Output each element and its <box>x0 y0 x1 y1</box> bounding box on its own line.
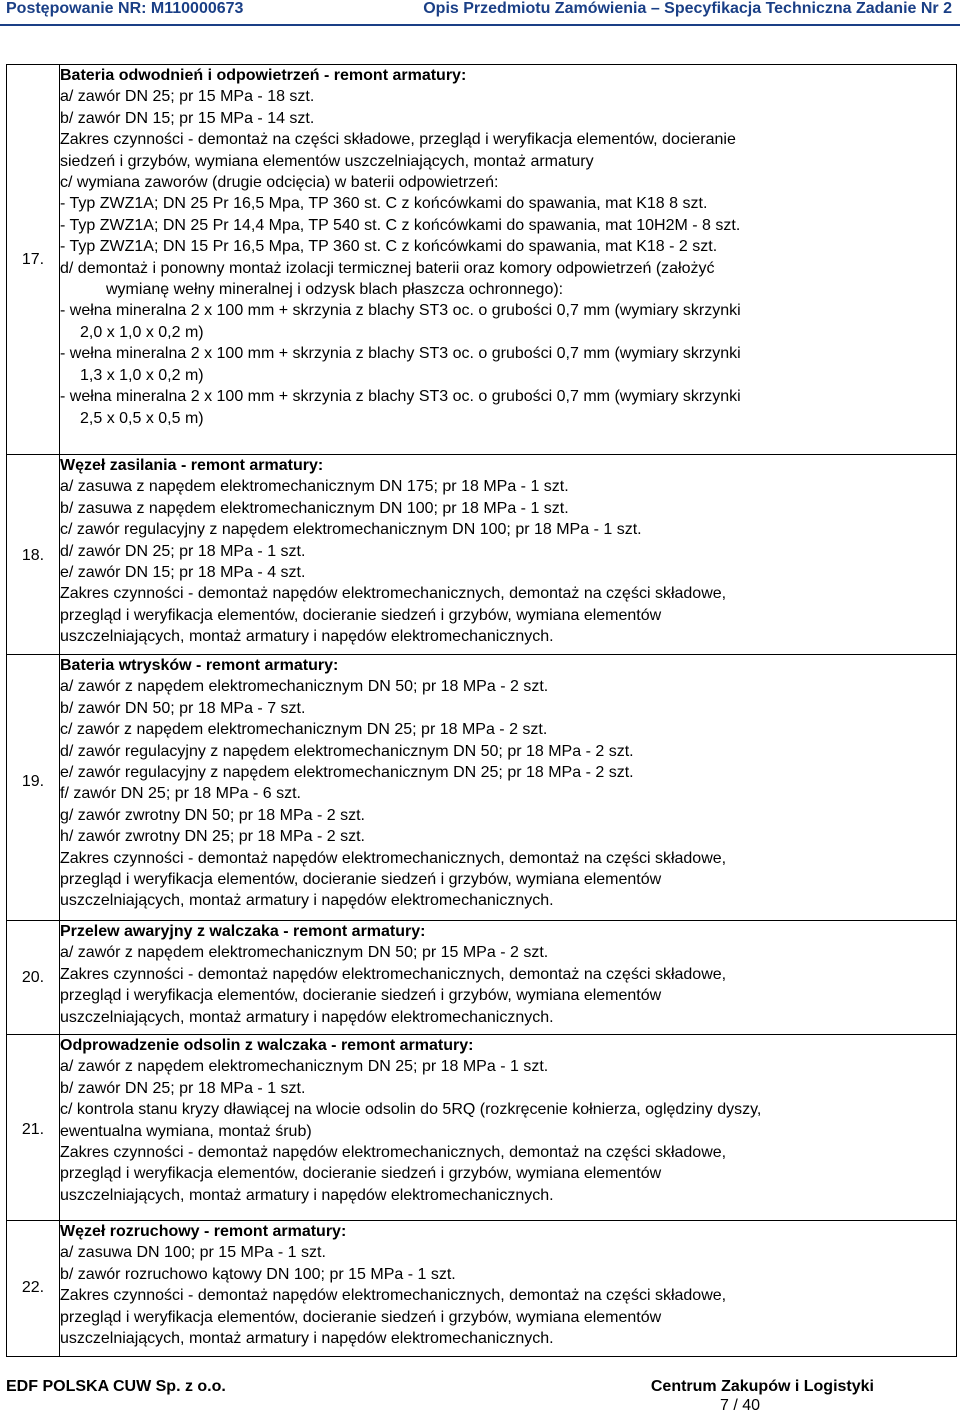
row-number-cell <box>7 455 60 655</box>
list-item: wymianę wełny mineralnej i odzysk blach płaszcza ochronnego): <box>106 281 564 299</box>
row-content <box>60 65 957 455</box>
table-row <box>7 1035 957 1221</box>
row-content <box>60 1035 957 1221</box>
row-content <box>60 921 957 1035</box>
list-item: Zakres czynności - demontaż napędów elektromechanicznych, demontaż na części składowe, <box>60 585 727 603</box>
section-title: Węzeł rozruchowy - remont armatury: <box>60 1223 347 1240</box>
row-number-cell <box>7 655 60 921</box>
procedure-number: Postępowanie NR: M110000673 <box>6 0 244 17</box>
list-item: przegląd i weryfikacja elementów, docieranie siedzeń i grzybów, wymiana elementów <box>60 987 662 1005</box>
row-number-cell <box>7 921 60 1035</box>
list-item: przegląd i weryfikacja elementów, docieranie siedzeń i grzybów, wymiana elementów <box>60 871 662 889</box>
section-title: Przelew awaryjny z walczaka - remont armatury: <box>60 923 426 940</box>
list-item: siedzeń i grzybów, wymiana elementów uszczelniających, montaż armatury <box>60 152 594 170</box>
row-number: 17. <box>21 251 45 268</box>
list-item: Zakres czynności - demontaż napędów elektromechanicznych, demontaż na części składowe, <box>60 1287 727 1305</box>
company-name: EDF POLSKA CUW Sp. z o.o. <box>6 1378 226 1395</box>
table-row <box>7 65 957 455</box>
list-item: uszczelniających, montaż armatury i napędów elektromechanicznych. <box>60 892 554 910</box>
list-item: - Typ ZWZ1A; DN 25 Pr 14,4 Mpa, TP 540 st. C z końcówkami do spawania, mat 10H2M - 8 szt. <box>60 216 741 234</box>
list-item: Zakres czynności - demontaż napędów elektromechanicznych, demontaż na części składowe, <box>60 849 727 867</box>
list-item: c/ zawór z napędem elektromechanicznym DN 25; pr 18 MPa - 2 szt. <box>60 721 548 739</box>
row-number: 21. <box>21 1121 45 1138</box>
list-item: Zakres czynności - demontaż napędów elektromechanicznych, demontaż na części składowe, <box>60 1144 727 1162</box>
list-item: d/ zawór DN 25; pr 18 MPa - 1 szt. <box>60 542 306 560</box>
list-item: a/ zasuwa z napędem elektromechanicznym DN 175; pr 18 MPa - 1 szt. <box>60 478 569 496</box>
list-item: b/ zawór DN 15; pr 15 MPa - 14 szt. <box>60 109 315 127</box>
row-number: 20. <box>21 969 45 986</box>
list-item: a/ zawór DN 25; pr 15 MPa - 18 szt. <box>60 88 315 106</box>
section-title: Odprowadzenie odsolin z walczaka - remont armatury: <box>60 1037 474 1054</box>
list-item: c/ kontrola stanu kryzy dławiącej na wlocie odsolin do 5RQ (rozkręcenie kołnierza, oględziny dyszy, <box>60 1101 762 1119</box>
list-item: - Typ ZWZ1A; DN 25 Pr 16,5 Mpa, TP 360 st. C z końcówkami do spawania, mat K18 8 szt. <box>60 195 708 213</box>
list-item: d/ zawór regulacyjny z napędem elektromechanicznym DN 50; pr 18 MPa - 2 szt. <box>60 742 634 760</box>
header-divider <box>0 24 960 26</box>
list-item: ewentualna wymiana, montaż śrub) <box>60 1122 312 1140</box>
list-item: c/ wymiana zaworów (drugie odcięcia) w baterii odpowietrzeń: <box>60 174 499 192</box>
section-title: Węzeł zasilania - remont armatury: <box>60 457 324 474</box>
list-item: - wełna mineralna 2 x 100 mm + skrzynia z blachy ST3 oc. o grubości 0,7 mm (wymiary skrzynki <box>60 302 741 320</box>
list-item: e/ zawór regulacyjny z napędem elektromechanicznym DN 25; pr 18 MPa - 2 szt. <box>60 764 634 782</box>
list-item: h/ zawór zwrotny DN 25; pr 18 MPa - 2 szt. <box>60 828 365 846</box>
department-name: Centrum Zakupów i Logistyki <box>650 1378 874 1395</box>
row-number: 19. <box>21 773 45 790</box>
section-title: Bateria odwodnień i odpowietrzeń - remont armatury: <box>60 67 467 84</box>
row-content <box>60 455 957 655</box>
list-item: a/ zawór z napędem elektromechanicznym DN 50; pr 15 MPa - 2 szt. <box>60 944 549 962</box>
list-item: 2,5 x 0,5 x 0,5 m) <box>80 409 204 427</box>
list-item: - Typ ZWZ1A; DN 15 Pr 16,5 Mpa, TP 360 st. C z końcówkami do spawania, mat K18 - 2 szt. <box>60 238 718 256</box>
list-item: a/ zasuwa DN 100; pr 15 MPa - 1 szt. <box>60 1244 326 1262</box>
list-item: Zakres czynności - demontaż napędów elektromechanicznych, demontaż na części składowe, <box>60 965 727 983</box>
list-item: a/ zawór z napędem elektromechanicznym DN 50; pr 18 MPa - 2 szt. <box>60 678 549 696</box>
list-item: - wełna mineralna 2 x 100 mm + skrzynia z blachy ST3 oc. o grubości 0,7 mm (wymiary skrzynki <box>60 345 741 363</box>
list-item: przegląd i weryfikacja elementów, docieranie siedzeń i grzybów, wymiana elementów <box>60 1308 662 1326</box>
row-number-cell <box>7 65 60 455</box>
row-number-cell <box>7 1035 60 1221</box>
table-row <box>7 655 957 921</box>
row-number: 18. <box>21 547 45 564</box>
table-row <box>7 1221 957 1357</box>
list-item: przegląd i weryfikacja elementów, docieranie siedzeń i grzybów, wymiana elementów <box>60 1165 662 1183</box>
list-item: - wełna mineralna 2 x 100 mm + skrzynia z blachy ST3 oc. o grubości 0,7 mm (wymiary skrzynki <box>60 388 741 406</box>
list-item: c/ zawór regulacyjny z napędem elektromechanicznym DN 100; pr 18 MPa - 1 szt. <box>60 521 642 539</box>
page-header <box>0 0 960 26</box>
list-item: b/ zawór rozruchowo kątowy DN 100; pr 15 MPa - 1 szt. <box>60 1265 456 1283</box>
list-item: 2,0 x 1,0 x 0,2 m) <box>80 323 204 341</box>
row-number: 22. <box>21 1279 45 1296</box>
list-item: f/ zawór DN 25; pr 18 MPa - 6 szt. <box>60 785 301 803</box>
page-number: 7 / 40 <box>720 1397 761 1414</box>
list-item: 1,3 x 1,0 x 0,2 m) <box>80 366 204 384</box>
specification-table <box>6 64 957 1357</box>
list-item: uszczelniających, montaż armatury i napędów elektromechanicznych. <box>60 1330 554 1348</box>
list-item: d/ demontaż i ponowny montaż izolacji termicznej baterii oraz komory odpowietrzeń (założyć <box>60 259 715 277</box>
list-item: uszczelniających, montaż armatury i napędów elektromechanicznych. <box>60 1186 554 1204</box>
list-item: b/ zawór DN 25; pr 18 MPa - 1 szt. <box>60 1079 306 1097</box>
row-content <box>60 1221 957 1357</box>
list-item: b/ zasuwa z napędem elektromechanicznym DN 100; pr 18 MPa - 1 szt. <box>60 499 569 517</box>
list-item: uszczelniających, montaż armatury i napędów elektromechanicznych. <box>60 628 554 646</box>
table-row <box>7 455 957 655</box>
list-item: b/ zawór DN 50; pr 18 MPa - 7 szt. <box>60 699 306 717</box>
list-item: e/ zawór DN 15; pr 18 MPa - 4 szt. <box>60 564 306 582</box>
table-row <box>7 921 957 1035</box>
list-item: g/ zawór zwrotny DN 50; pr 18 MPa - 2 szt. <box>60 806 365 824</box>
section-title: Bateria wtrysków - remont armatury: <box>60 657 339 674</box>
row-content <box>60 655 957 921</box>
document-title: Opis Przedmiotu Zamówienia – Specyfikacja Techniczna Zadanie Nr 2 <box>423 0 952 17</box>
row-number-cell <box>7 1221 60 1357</box>
list-item: a/ zawór z napędem elektromechanicznym DN 25; pr 18 MPa - 1 szt. <box>60 1058 549 1076</box>
list-item: uszczelniających, montaż armatury i napędów elektromechanicznych. <box>60 1008 554 1026</box>
list-item: przegląd i weryfikacja elementów, docieranie siedzeń i grzybów, wymiana elementów <box>60 606 662 624</box>
list-item: Zakres czynności - demontaż na części składowe, przegląd i weryfikacja elementów, docieranie <box>60 131 736 149</box>
